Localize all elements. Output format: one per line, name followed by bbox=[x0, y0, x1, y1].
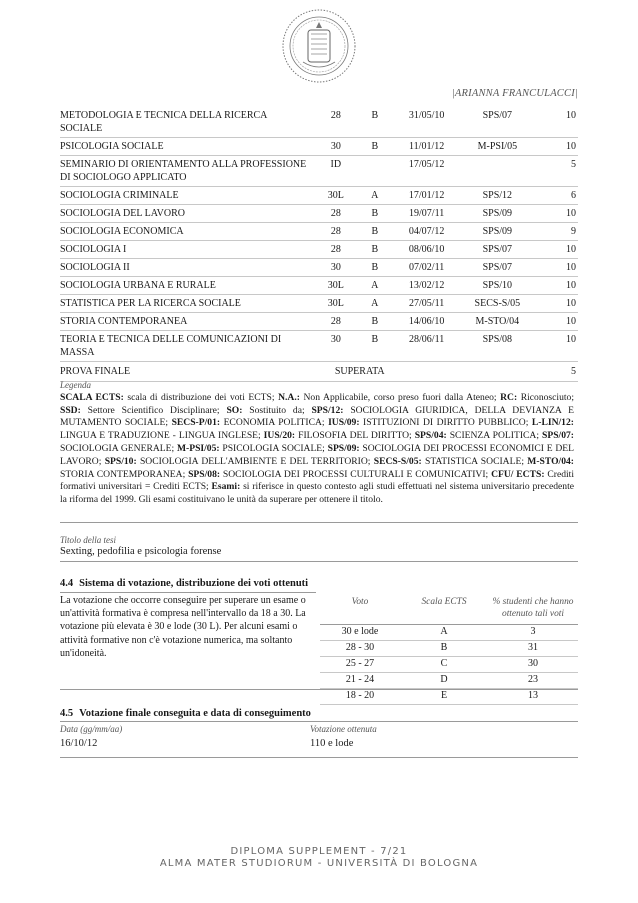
legend-term: SPS/07: bbox=[542, 430, 575, 442]
table-row bbox=[60, 223, 578, 241]
course-name: PSICOLOGIA SOCIALE bbox=[60, 138, 313, 156]
table-row bbox=[60, 313, 578, 331]
legend bbox=[60, 379, 574, 507]
course-name: SOCIOLOGIA URBANA E RURALE bbox=[60, 277, 313, 295]
exam-grade: 30L bbox=[313, 187, 359, 205]
legend-term: M-PSI/05: bbox=[176, 442, 220, 454]
ects-grade: D bbox=[400, 673, 488, 689]
course-name: STORIA CONTEMPORANEA bbox=[60, 313, 313, 331]
legend-term: SPS/04: bbox=[414, 430, 447, 442]
credits: 10 bbox=[532, 241, 578, 259]
legend-definition: FILOSOFIA DEL DIRITTO; bbox=[298, 430, 412, 442]
course-name: STATISTICA PER LA RICERCA SOCIALE bbox=[60, 295, 313, 313]
course-name: SOCIOLOGIA DEL LAVORO bbox=[60, 205, 313, 223]
university-seal-icon bbox=[281, 8, 357, 84]
credits: 10 bbox=[532, 295, 578, 313]
exam-date: 11/01/12 bbox=[391, 138, 463, 156]
divider bbox=[60, 592, 316, 593]
credits: 10 bbox=[532, 107, 578, 138]
grade-range: 21 - 24 bbox=[320, 673, 400, 689]
course-name: PROVA FINALE bbox=[60, 362, 313, 382]
exams-table bbox=[60, 107, 578, 382]
table-row bbox=[320, 625, 578, 641]
exam-date: 19/07/11 bbox=[391, 205, 463, 223]
credits: 6 bbox=[532, 187, 578, 205]
table-row bbox=[60, 277, 578, 295]
credits: 5 bbox=[532, 156, 578, 187]
ects-grade: B bbox=[359, 138, 391, 156]
ssd-code: SPS/07 bbox=[462, 241, 532, 259]
exam-grade: 30 bbox=[313, 259, 359, 277]
final-grade: 110 e lode bbox=[310, 738, 354, 749]
course-name: TEORIA E TECNICA DELLE COMUNICAZIONI DI MASSA bbox=[60, 331, 313, 362]
ects-grade: B bbox=[359, 331, 391, 362]
exam-grade: 28 bbox=[313, 223, 359, 241]
table-row bbox=[320, 689, 578, 705]
section-heading: Votazione finale conseguita e data di conseguimento bbox=[79, 708, 311, 719]
ssd-code: SPS/10 bbox=[462, 277, 532, 295]
footer-page-info: DIPLOMA SUPPLEMENT - 7/21 bbox=[230, 846, 408, 857]
credits: 10 bbox=[532, 259, 578, 277]
legend-definition: scala di distribuzione dei voti ECTS; bbox=[127, 391, 275, 403]
grade-range: 18 - 20 bbox=[320, 689, 400, 705]
credits: 10 bbox=[532, 277, 578, 295]
col-header-ects: Scala ECTS bbox=[400, 596, 488, 625]
legend-definition: SOCIOLOGIA GIURIDICA, DELLA DEVIANZA E MUTAMENTO SOCIALE; bbox=[60, 404, 575, 429]
ssd-code: SPS/12 bbox=[462, 187, 532, 205]
ssd-code: SPS/07 bbox=[462, 107, 532, 138]
table-row bbox=[60, 107, 578, 138]
legend-definition: STATISTICA SOCIALE; bbox=[425, 455, 524, 467]
thesis-title: Sexting, pedofilia e psicologia forense bbox=[60, 546, 222, 557]
exam-grade: 30L bbox=[313, 295, 359, 313]
exam-grade: 28 bbox=[313, 107, 359, 138]
legend-definition: ECONOMIA POLITICA; bbox=[223, 417, 325, 429]
ects-grade: B bbox=[359, 107, 391, 138]
ects-grade: B bbox=[359, 205, 391, 223]
exam-date: 17/01/12 bbox=[391, 187, 463, 205]
legend-definition: STORIA CONTEMPORANEA; bbox=[60, 468, 186, 480]
date-label: Data (gg/mm/aa) bbox=[60, 724, 123, 734]
section-number: 4.5 bbox=[60, 708, 74, 719]
exam-date: 31/05/10 bbox=[391, 107, 463, 138]
ects-grade: B bbox=[359, 313, 391, 331]
credits: 10 bbox=[532, 205, 578, 223]
ects-grade: A bbox=[400, 625, 488, 641]
legend-definition: SOCIOLOGIA DELL'AMBIENTE E DEL TERRITORIO; bbox=[139, 455, 371, 467]
footer-university: ALMA MATER STUDIORUM - UNIVERSITÀ DI BOLOGNA bbox=[159, 858, 479, 869]
table-row bbox=[60, 187, 578, 205]
ssd-code: SPS/09 bbox=[462, 223, 532, 241]
legend-body bbox=[60, 392, 574, 507]
course-name: SOCIOLOGIA II bbox=[60, 259, 313, 277]
ects-grade: B bbox=[359, 223, 391, 241]
credits: 10 bbox=[532, 331, 578, 362]
student-percentage: 31 bbox=[488, 641, 578, 657]
exam-date: 07/02/11 bbox=[391, 259, 463, 277]
col-header-voto: Voto bbox=[320, 596, 400, 625]
credits: 5 bbox=[532, 362, 578, 382]
legend-definition: SOCIOLOGIA GENERALE; bbox=[60, 442, 175, 454]
section-4-5-title bbox=[60, 708, 311, 719]
divider bbox=[60, 689, 578, 690]
exam-date: 17/05/12 bbox=[391, 156, 463, 187]
graduation-date: 16/10/12 bbox=[60, 738, 98, 749]
legend-definition: si riferisce in questo contesto agli studi effettuati nel sistema universitario precedente la riforma del 1999. Gli esami costituivano le unità da superare per ottenere il titolo. bbox=[60, 481, 575, 506]
legend-definition: PSICOLOGIA SOCIALE; bbox=[222, 442, 325, 454]
legend-term: SCALA ECTS: bbox=[60, 391, 124, 403]
legend-definition: Sostituito da; bbox=[249, 404, 305, 416]
legend-definition: Settore Scientifico Disciplinare; bbox=[87, 404, 220, 416]
exam-date: 13/02/12 bbox=[391, 277, 463, 295]
exam-grade: 30 bbox=[313, 331, 359, 362]
ects-grade bbox=[359, 156, 391, 187]
legend-definition: LINGUA E TRADUZIONE - LINGUA INGLESE; bbox=[60, 430, 261, 442]
exam-grade: 28 bbox=[313, 241, 359, 259]
grade-range: 25 - 27 bbox=[320, 657, 400, 673]
legend-definition: SOCIOLOGIA DEI PROCESSI CULTURALI E COMUNICATIVI; bbox=[222, 468, 489, 480]
thesis-label: Titolo della tesi bbox=[60, 535, 117, 545]
table-row bbox=[60, 259, 578, 277]
divider bbox=[60, 757, 578, 758]
legend-term: SPS/12: bbox=[311, 404, 344, 416]
exam-grade: SUPERATA bbox=[313, 362, 391, 382]
ects-grade: A bbox=[359, 187, 391, 205]
ssd-code: SECS-S/05 bbox=[462, 295, 532, 313]
grade-range: 28 - 30 bbox=[320, 641, 400, 657]
legend-term: N.A.: bbox=[278, 391, 300, 403]
legend-term: SPS/09: bbox=[327, 442, 360, 454]
ssd-code: SPS/07 bbox=[462, 259, 532, 277]
exam-date: 08/06/10 bbox=[391, 241, 463, 259]
ssd-code: SPS/09 bbox=[462, 205, 532, 223]
ssd-code bbox=[462, 156, 532, 187]
course-name: SOCIOLOGIA ECONOMICA bbox=[60, 223, 313, 241]
ssd-code: M-STO/04 bbox=[462, 313, 532, 331]
table-row bbox=[60, 205, 578, 223]
divider bbox=[60, 522, 578, 523]
table-row bbox=[320, 657, 578, 673]
legend-term: SSD: bbox=[60, 404, 81, 416]
section-heading: Sistema di votazione, distribuzione dei voti ottenuti bbox=[79, 578, 309, 589]
legend-term: SPS/10: bbox=[104, 455, 137, 467]
legend-definition: Non Applicabile, corso preso fuori dalla Ateneo; bbox=[303, 391, 497, 403]
legend-title: Legenda bbox=[60, 380, 91, 390]
ects-grade: B bbox=[359, 259, 391, 277]
holder-name: |ARIANNA FRANCULACCI| bbox=[451, 88, 578, 99]
legend-term: SO: bbox=[226, 404, 243, 416]
divider bbox=[60, 721, 578, 722]
credits: 10 bbox=[532, 138, 578, 156]
exam-grade: 28 bbox=[313, 205, 359, 223]
table-row bbox=[60, 156, 578, 187]
section-number: 4.4 bbox=[60, 578, 74, 589]
ects-grade: B bbox=[400, 641, 488, 657]
legend-term: IUS/20: bbox=[263, 430, 296, 442]
ssd-code: M-PSI/05 bbox=[462, 138, 532, 156]
table-row bbox=[60, 331, 578, 362]
ects-grade: A bbox=[359, 277, 391, 295]
ects-grade: E bbox=[400, 689, 488, 705]
course-name: SEMINARIO DI ORIENTAMENTO ALLA PROFESSIONE DI SOCIOLOGO APPLICATO bbox=[60, 156, 313, 187]
legend-term: M-STO/04: bbox=[527, 455, 574, 467]
student-percentage: 13 bbox=[488, 689, 578, 705]
table-row bbox=[60, 241, 578, 259]
legend-term: IUS/09: bbox=[328, 417, 360, 429]
legend-definition: SOCIOLOGIA DEI PROCESSI ECONOMICI E DEL LAVORO; bbox=[60, 442, 574, 467]
legend-term: L-LIN/12: bbox=[531, 417, 574, 429]
legend-definition: SCIENZA POLITICA; bbox=[449, 430, 540, 442]
course-name: METODOLOGIA E TECNICA DELLA RICERCA SOCIALE bbox=[60, 107, 313, 138]
student-percentage: 30 bbox=[488, 657, 578, 673]
legend-term: Esami: bbox=[211, 481, 241, 493]
course-name: SOCIOLOGIA I bbox=[60, 241, 313, 259]
credits: 10 bbox=[532, 313, 578, 331]
legend-term: SECS-S/05: bbox=[373, 455, 422, 467]
table-row bbox=[60, 295, 578, 313]
grade-label: Votazione ottenuta bbox=[310, 724, 377, 734]
exam-date: 14/06/10 bbox=[391, 313, 463, 331]
exam-date: 04/07/12 bbox=[391, 223, 463, 241]
student-percentage: 23 bbox=[488, 673, 578, 689]
table-row bbox=[320, 641, 578, 657]
ects-grade: A bbox=[359, 295, 391, 313]
table-row bbox=[320, 673, 578, 689]
legend-term: RC: bbox=[500, 391, 518, 403]
student-percentage: 3 bbox=[488, 625, 578, 641]
legend-definition: ISTITUZIONI DI DIRITTO PUBBLICO; bbox=[363, 417, 529, 429]
legend-term: SPS/08: bbox=[188, 468, 221, 480]
legend-definition: Crediti formativi universitari = Crediti ECTS; bbox=[60, 468, 575, 493]
ssd-code: SPS/08 bbox=[462, 331, 532, 362]
section-4-4-title bbox=[60, 578, 308, 589]
voting-system-description: La votazione che occorre conseguire per superare un esame o un'attività formativa è compresa nell'intervallo da 18 a 30. La votazione più elevata è 30 e lode (30 L). Per alcuni esami o attività formative non c'è votazione numerica, ma soltanto un'idoneità. bbox=[60, 595, 306, 659]
course-name: SOCIOLOGIA CRIMINALE bbox=[60, 187, 313, 205]
ects-grade: B bbox=[359, 241, 391, 259]
exam-grade: 30L bbox=[313, 277, 359, 295]
exam-grade: 28 bbox=[313, 313, 359, 331]
legend-term: SECS-P/01: bbox=[171, 417, 221, 429]
col-header-percent: % studenti che hanno ottenuto tali voti bbox=[488, 596, 578, 625]
grade-range: 30 e lode bbox=[320, 625, 400, 641]
exam-grade: ID bbox=[313, 156, 359, 187]
legend-definition: Riconosciuto; bbox=[520, 391, 574, 403]
exam-grade: 30 bbox=[313, 138, 359, 156]
credits: 9 bbox=[532, 223, 578, 241]
ects-grade: C bbox=[400, 657, 488, 673]
divider bbox=[60, 561, 578, 562]
exam-date: 27/05/11 bbox=[391, 295, 463, 313]
legend-term: CFU/ ECTS: bbox=[491, 468, 545, 480]
exam-date: 28/06/11 bbox=[391, 331, 463, 362]
table-row bbox=[60, 138, 578, 156]
